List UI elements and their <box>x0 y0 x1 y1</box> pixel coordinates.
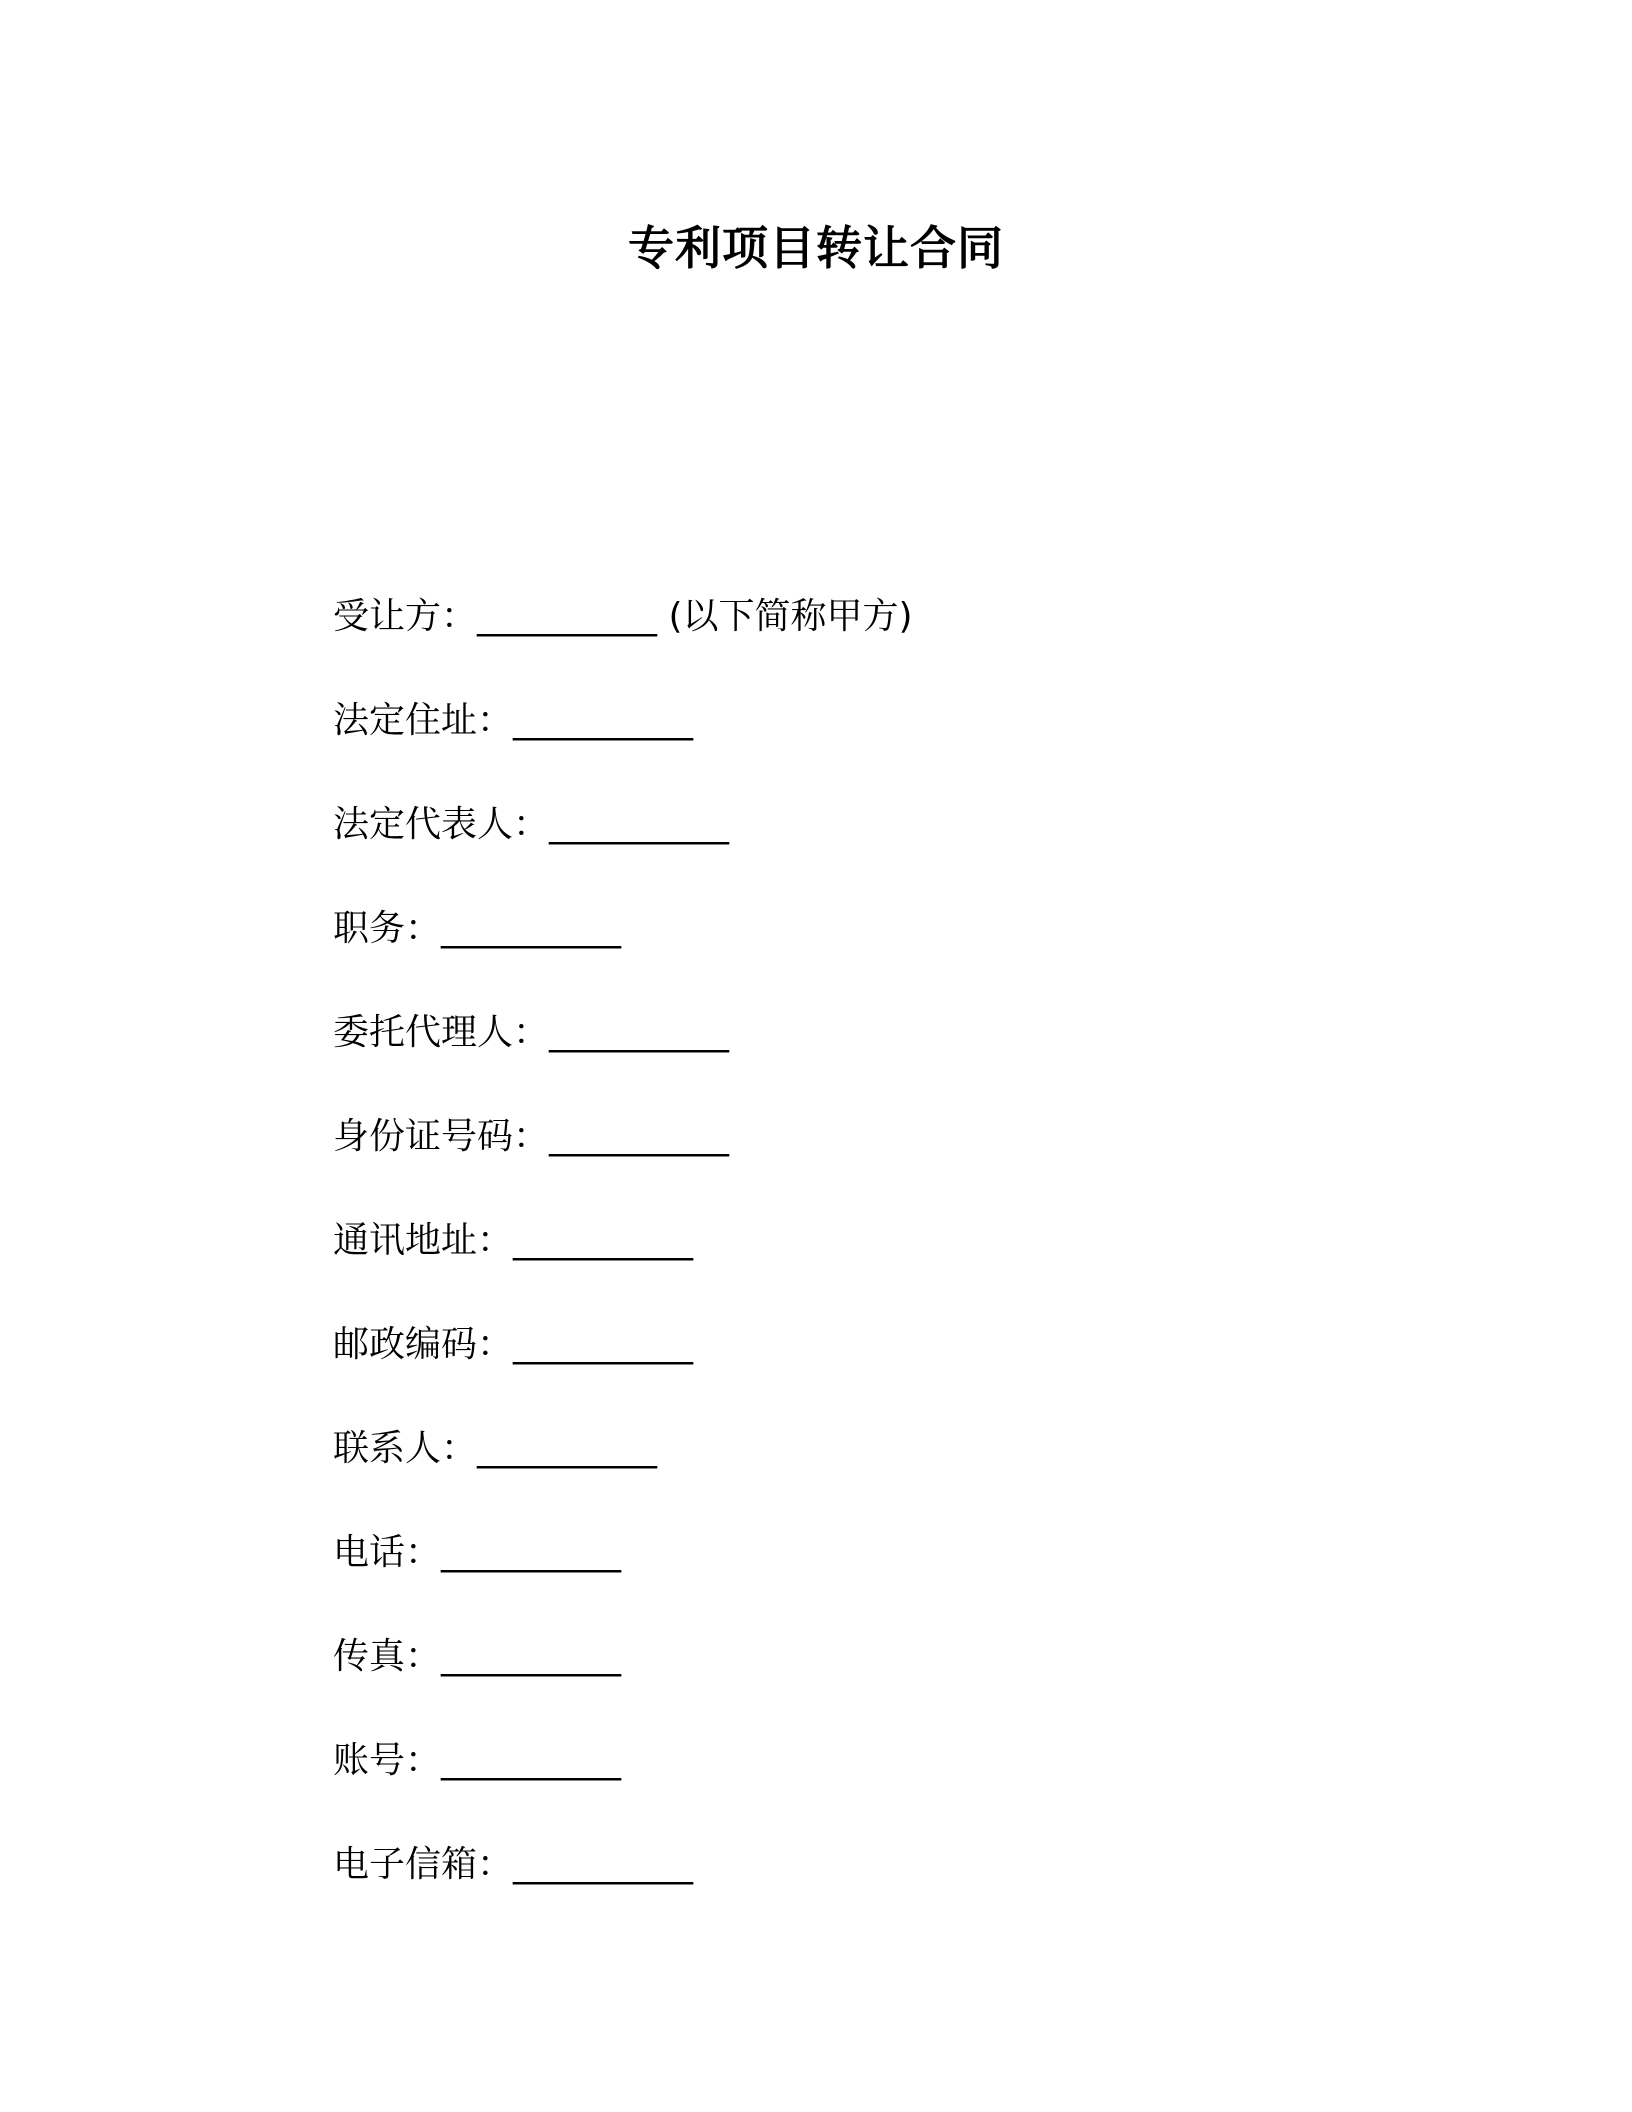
field-mailing-address <box>333 1216 1433 1320</box>
field-email <box>333 1840 1433 1944</box>
field-label: 电话： <box>333 1532 442 1573</box>
field-postal-code <box>333 1320 1433 1424</box>
field-blank: __________ <box>513 1324 694 1365</box>
field-label: 电子信箱： <box>333 1844 514 1885</box>
field-transferee <box>333 592 1433 696</box>
field-label: 法定住址： <box>333 700 514 741</box>
field-label: 职务： <box>333 908 442 949</box>
document-title: 专利项目转让合同 <box>628 221 1004 275</box>
field-blank: __________ (以下简称甲方) <box>477 596 913 637</box>
field-account-number <box>333 1736 1433 1840</box>
field-legal-representative <box>333 800 1433 904</box>
field-label: 通讯地址： <box>333 1220 514 1261</box>
field-blank: __________ <box>549 1012 730 1053</box>
field-blank: __________ <box>513 700 694 741</box>
field-fax <box>333 1632 1433 1736</box>
field-id-number <box>333 1112 1433 1216</box>
field-label: 邮政编码： <box>333 1324 514 1365</box>
field-label: 委托代理人： <box>333 1012 550 1053</box>
field-blank: __________ <box>513 1844 694 1885</box>
field-blank: __________ <box>441 1532 622 1573</box>
field-position <box>333 904 1433 1008</box>
field-blank: __________ <box>513 1220 694 1261</box>
field-phone <box>333 1528 1433 1632</box>
field-blank: __________ <box>549 1116 730 1157</box>
field-blank: __________ <box>441 1740 622 1781</box>
field-label: 账号： <box>333 1740 442 1781</box>
field-authorized-agent <box>333 1008 1433 1112</box>
field-label: 受让方： <box>333 596 478 637</box>
field-label: 身份证号码： <box>333 1116 550 1157</box>
field-label: 联系人： <box>333 1428 478 1469</box>
party-info-fields <box>333 592 1433 1944</box>
field-label: 传真： <box>333 1636 442 1677</box>
field-blank: __________ <box>441 908 622 949</box>
field-blank: __________ <box>441 1636 622 1677</box>
field-legal-address <box>333 696 1433 800</box>
field-blank: __________ <box>549 804 730 845</box>
field-label: 法定代表人： <box>333 804 550 845</box>
field-blank: __________ <box>477 1428 658 1469</box>
field-contact-person <box>333 1424 1433 1528</box>
